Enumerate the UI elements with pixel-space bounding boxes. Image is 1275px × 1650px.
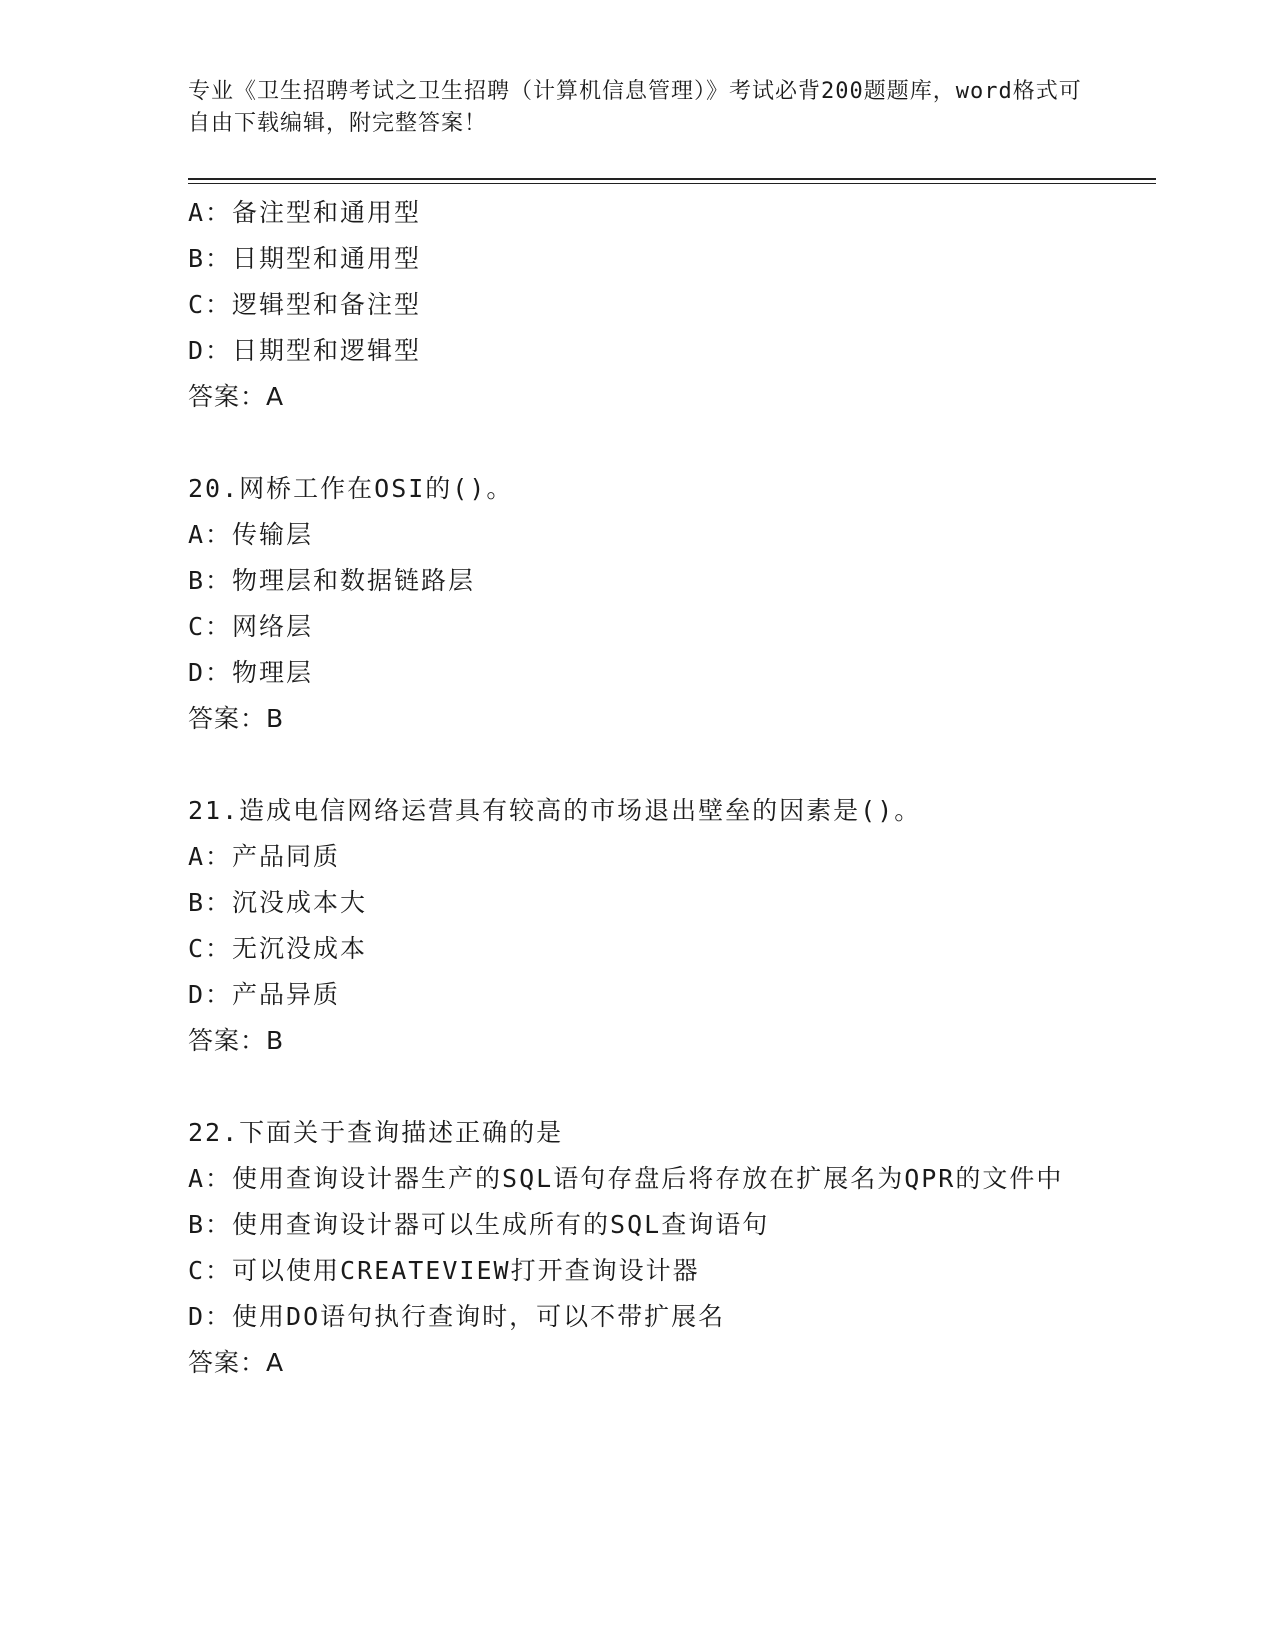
question-stem: 22.下面关于查询描述正确的是: [188, 1118, 564, 1147]
document-header: 专业《卫生招聘考试之卫生招聘（计算机信息管理）》考试必背200题题库，word格式可自由下载编辑，附完整答案！: [188, 79, 1082, 136]
option-b: B：使用查询设计器可以生成所有的SQL查询语句: [188, 1210, 770, 1239]
option-d: D：物理层: [188, 658, 314, 687]
question-list: [188, 190, 1088, 1386]
question-block: [188, 788, 1088, 1064]
answer-line: 答案：B: [188, 704, 285, 733]
option-c: C：无沉没成本: [188, 934, 368, 963]
option-a: A：备注型和通用型: [188, 198, 422, 227]
question-block: [188, 466, 1088, 742]
option-c: C：网络层: [188, 612, 314, 641]
option-a: A：使用查询设计器生产的SQL语句存盘后将存放在扩展名为QPR的文件中: [188, 1164, 1064, 1193]
option-c: C：逻辑型和备注型: [188, 290, 422, 319]
option-d: D：日期型和逻辑型: [188, 336, 422, 365]
option-b: B：物理层和数据链路层: [188, 566, 476, 595]
option-b: B：沉没成本大: [188, 888, 368, 917]
header-divider: [188, 178, 1156, 184]
answer-line: 答案：B: [188, 1026, 285, 1055]
answer-line: 答案：A: [188, 382, 285, 411]
option-a: A：传输层: [188, 520, 314, 549]
spacer: [188, 1064, 1088, 1110]
spacer: [188, 742, 1088, 788]
question-block: [188, 1110, 1088, 1386]
question-stem: 20.网桥工作在OSI的()。: [188, 474, 514, 503]
option-a: A：产品同质: [188, 842, 341, 871]
option-c: C：可以使用CREATEVIEW打开查询设计器: [188, 1256, 700, 1285]
question-stem: 21.造成电信网络运营具有较高的市场退出壁垒的因素是()。: [188, 796, 922, 825]
option-d: D：产品异质: [188, 980, 341, 1009]
option-b: B：日期型和通用型: [188, 244, 422, 273]
option-d: D：使用DO语句执行查询时，可以不带扩展名: [188, 1302, 726, 1331]
question-block: [188, 190, 1088, 420]
answer-line: 答案：A: [188, 1348, 285, 1377]
spacer: [188, 420, 1088, 466]
